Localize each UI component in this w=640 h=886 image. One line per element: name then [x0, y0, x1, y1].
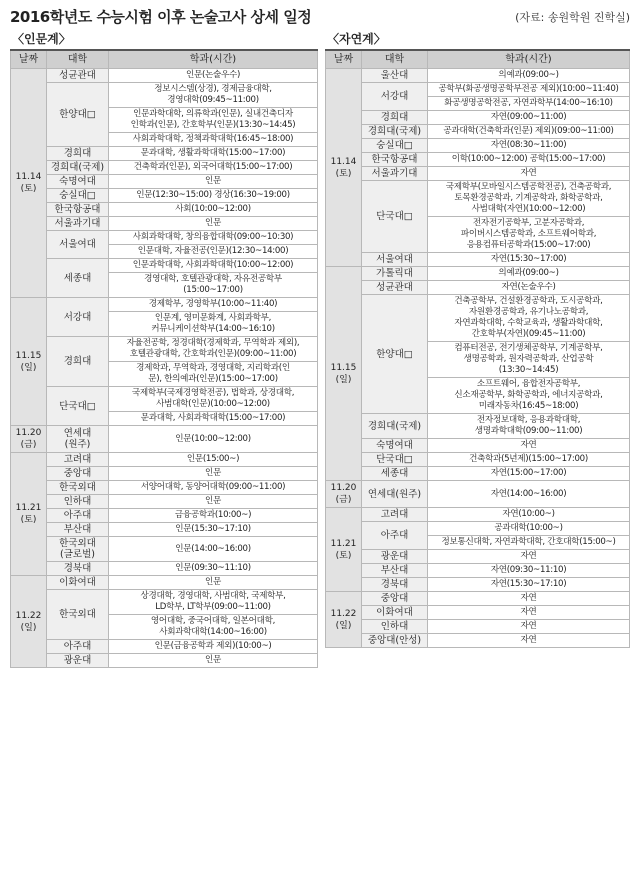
department-cell: 자연(09:30~11:10): [428, 564, 630, 578]
university-cell: 인하대: [47, 495, 109, 509]
university-cell: 단국대□: [47, 387, 109, 426]
header-university: 대학: [362, 50, 428, 69]
department-cell: 사회과학대학, 정책과학대학(16:45~18:00): [109, 133, 318, 147]
department-cell: 상경대학, 경영대학, 사범대학, 국제학부, LD학부, LT학부(09:00~11:00): [109, 590, 318, 615]
university-cell: 경희대(국제): [47, 161, 109, 175]
university-cell: 아주대: [47, 640, 109, 654]
department-cell: 자연: [428, 634, 630, 648]
department-cell: 이학(10:00~12:00) 공학(15:00~17:00): [428, 153, 630, 167]
department-cell: 의예과(09:00~): [428, 267, 630, 281]
sciences-table: [325, 49, 630, 648]
university-cell: 이화여대: [47, 576, 109, 590]
table-row: [11, 147, 318, 161]
university-cell: 부산대: [362, 564, 428, 578]
department-cell: 인문: [109, 576, 318, 590]
table-row: [326, 606, 630, 620]
department-cell: 인문(금융공학과 제외)(10:00~): [109, 640, 318, 654]
department-cell: 자율전공학, 정경대학(경제학과, 무역학과 제외), 호텔관광대학, 간호학과(인문)(09:00~11:00): [109, 337, 318, 362]
university-cell: 한국항공대: [47, 203, 109, 217]
university-cell: 서강대: [47, 298, 109, 337]
table-row: [11, 337, 318, 362]
table-row: [326, 139, 630, 153]
university-cell: 아주대: [47, 509, 109, 523]
table-row: [11, 523, 318, 537]
university-cell: 광운대: [47, 654, 109, 668]
sciences-label: 〈자연계〉: [327, 32, 386, 46]
department-cell: 인문: [109, 495, 318, 509]
university-cell: 중앙대(안성): [362, 634, 428, 648]
university-cell: 중앙대: [362, 592, 428, 606]
department-cell: 자연(15:30~17:00): [428, 253, 630, 267]
department-cell: 인문: [109, 175, 318, 189]
table-row: [326, 453, 630, 467]
department-cell: 인문(15:30~17:10): [109, 523, 318, 537]
department-cell: 자연(15:30~17:10): [428, 578, 630, 592]
table-row: [326, 414, 630, 439]
table-row: [11, 509, 318, 523]
department-cell: 인문: [109, 217, 318, 231]
table-row: [11, 576, 318, 590]
department-cell: 인문(14:00~16:00): [109, 537, 318, 562]
table-row: [326, 634, 630, 648]
department-cell: 인문(논술우수): [109, 69, 318, 83]
date-cell: 11.21 (토): [11, 453, 47, 576]
university-cell: 서울여대: [362, 253, 428, 267]
department-cell: 자연: [428, 620, 630, 634]
date-cell: 11.20 (금): [11, 426, 47, 453]
department-cell: 인문대학, 자율전공(인문)(12:30~14:00): [109, 245, 318, 259]
header-department: 학과(시간): [109, 50, 318, 69]
department-cell: 자연(09:00~11:00): [428, 111, 630, 125]
table-row: [11, 298, 318, 312]
table-row: [326, 550, 630, 564]
table-row: [326, 481, 630, 508]
humanities-label: 〈인문계〉: [12, 32, 71, 46]
department-cell: 건축공학부, 건설환경공학과, 도시공학과, 자원환경공학과, 유기나노공학과, 자연과학대학, 수학교육과, 생활과학대학, 간호학부(자연)(09:45~11:00): [428, 295, 630, 342]
table-row: [11, 203, 318, 217]
university-cell: 숙명여대: [362, 439, 428, 453]
table-row: [326, 181, 630, 217]
department-cell: 문과대학, 사회과학대학(15:00~17:00): [109, 412, 318, 426]
department-cell: 인문계, 영미문화계, 사회과학부, 커뮤니케이션학부(14:00~16:10): [109, 312, 318, 337]
department-cell: 의예과(09:00~): [428, 69, 630, 83]
university-cell: 경북대: [47, 562, 109, 576]
table-row: [326, 522, 630, 536]
university-cell: 서울과기대: [362, 167, 428, 181]
date-cell: 11.15 (일): [326, 267, 362, 481]
table-row: [11, 654, 318, 668]
table-row: [11, 495, 318, 509]
university-cell: 한국외대: [47, 590, 109, 640]
university-cell: 연세대(원주): [362, 481, 428, 508]
department-cell: 자연: [428, 550, 630, 564]
table-row: [11, 259, 318, 273]
table-row: [326, 578, 630, 592]
department-cell: 정보통신대학, 자연과학대학, 간호대학(15:00~): [428, 536, 630, 550]
header-date: 날짜: [11, 50, 47, 69]
university-cell: 경희대: [47, 147, 109, 161]
university-cell: 중앙대: [47, 467, 109, 481]
department-cell: 경영대학, 호텔관광대학, 자유전공학부 (15:00~17:00): [109, 273, 318, 298]
university-cell: 고려대: [362, 508, 428, 522]
date-cell: 11.14 (토): [11, 69, 47, 298]
university-cell: 고려대: [47, 453, 109, 467]
table-row: [11, 387, 318, 412]
university-cell: 이화여대: [362, 606, 428, 620]
date-cell: 11.22 (일): [326, 592, 362, 648]
department-cell: 국제학부(모바일시스템공학전공), 건축공학과, 토목환경공학과, 기계공학과, 화학공학과, 사범대학(자연)(10:00~12:00): [428, 181, 630, 217]
department-cell: 자연(논술우수): [428, 281, 630, 295]
department-cell: 영어대학, 중국어대학, 일본어대학, 사회과학대학(14:00~16:00): [109, 615, 318, 640]
table-row: [326, 564, 630, 578]
table-row: [11, 83, 318, 108]
department-cell: 인문: [109, 467, 318, 481]
department-cell: 인문과학대학, 의류학과(인문), 실내건축디자 인학과(인문), 간호학부(인문)(13:30~14:45): [109, 108, 318, 133]
header-date: 날짜: [326, 50, 362, 69]
humanities-table: [10, 49, 318, 668]
table-row: [11, 562, 318, 576]
university-cell: 연세대 (원주): [47, 426, 109, 453]
university-cell: 서울과기대: [47, 217, 109, 231]
department-cell: 자연: [428, 606, 630, 620]
date-cell: 11.14 (토): [326, 69, 362, 267]
university-cell: 단국대□: [362, 181, 428, 253]
header-university: 대학: [47, 50, 109, 69]
department-cell: 사회과학대학, 창의융합대학(09:00~10:30): [109, 231, 318, 245]
university-cell: 인하대: [362, 620, 428, 634]
university-cell: 서강대: [362, 83, 428, 111]
table-row: [326, 508, 630, 522]
university-cell: 아주대: [362, 522, 428, 550]
table-row: [326, 69, 630, 83]
university-cell: 경희대(국제): [362, 414, 428, 439]
table-row: [11, 481, 318, 495]
department-cell: 금융공학과(10:00~): [109, 509, 318, 523]
department-cell: 인문(10:00~12:00): [109, 426, 318, 453]
table-row: [326, 439, 630, 453]
table-row: [326, 125, 630, 139]
table-row: [11, 217, 318, 231]
department-cell: 인문: [109, 654, 318, 668]
department-cell: 공과대학(10:00~): [428, 522, 630, 536]
department-cell: 자연(15:00~17:00): [428, 467, 630, 481]
table-row: [326, 592, 630, 606]
university-cell: 부산대: [47, 523, 109, 537]
department-cell: 건축학과(인문), 외국어대학(15:00~17:00): [109, 161, 318, 175]
table-row: [11, 69, 318, 83]
table-row: [326, 295, 630, 342]
table-row: [11, 467, 318, 481]
university-cell: 한양대□: [47, 83, 109, 147]
department-cell: 소프트웨어, 융합전자공학부, 신소재공학부, 화학공학과, 에너지공학과, 미래자동차(16:45~18:00): [428, 378, 630, 414]
header-department: 학과(시간): [428, 50, 630, 69]
table-row: [326, 83, 630, 97]
university-cell: 경희대(국제): [362, 125, 428, 139]
university-cell: 성균관대: [47, 69, 109, 83]
table-row: [11, 161, 318, 175]
university-cell: 세종대: [362, 467, 428, 481]
department-cell: 인문과학대학, 사회과학대학(10:00~12:00): [109, 259, 318, 273]
university-cell: 가톨릭대: [362, 267, 428, 281]
source-note: (자료: 송원학원 진학실): [515, 11, 630, 24]
table-row: [326, 253, 630, 267]
table-row: [326, 620, 630, 634]
table-row: [11, 426, 318, 453]
department-cell: 공과대학(건축학과(인문) 제외)(09:00~11:00): [428, 125, 630, 139]
table-row: [11, 590, 318, 615]
university-cell: 경북대: [362, 578, 428, 592]
table-row: [11, 175, 318, 189]
department-cell: 서양어대학, 동양어대학(09:00~11:00): [109, 481, 318, 495]
table-row: [326, 111, 630, 125]
page-title: 2016학년도 수능시험 이후 논술고사 상세 일정: [10, 8, 312, 26]
department-cell: 자연: [428, 167, 630, 181]
table-row: [11, 537, 318, 562]
department-cell: 자연(10:00~): [428, 508, 630, 522]
department-cell: 자연: [428, 439, 630, 453]
department-cell: 자연: [428, 592, 630, 606]
date-cell: 11.21 (토): [326, 508, 362, 592]
university-cell: 경희대: [47, 337, 109, 387]
department-cell: 인문(15:00~): [109, 453, 318, 467]
table-row: [11, 453, 318, 467]
department-cell: 사회(10:00~12:00): [109, 203, 318, 217]
university-cell: 서울여대: [47, 231, 109, 259]
table-row: [326, 467, 630, 481]
date-cell: 11.20 (금): [326, 481, 362, 508]
university-cell: 숭실대□: [47, 189, 109, 203]
table-row: [326, 153, 630, 167]
university-cell: 숙명여대: [47, 175, 109, 189]
department-cell: 자연(08:30~11:00): [428, 139, 630, 153]
university-cell: 단국대□: [362, 453, 428, 467]
department-cell: 공학부(화공생명공학부전공 제외)(10:00~11:40): [428, 83, 630, 97]
department-cell: 전자전기공학부, 고분자공학과, 파이버시스템공학과, 소프트웨어학과, 응용컴퓨터공학과(15:00~17:00): [428, 217, 630, 253]
table-row: [326, 267, 630, 281]
university-cell: 광운대: [362, 550, 428, 564]
department-cell: 정보시스템(상경), 경제금융대학, 경영대학(09:45~11:00): [109, 83, 318, 108]
department-cell: 경제학부, 경영학부(10:00~11:40): [109, 298, 318, 312]
university-cell: 한국항공대: [362, 153, 428, 167]
department-cell: 인문(09:30~11:10): [109, 562, 318, 576]
department-cell: 전자정보대학, 응용과학대학, 생명과학대학(09:00~11:00): [428, 414, 630, 439]
university-cell: 한국외대: [47, 481, 109, 495]
table-row: [11, 640, 318, 654]
department-cell: 국제학부(국제경영학전공), 법학과, 상경대학, 사범대학(인문)(10:00~12:00): [109, 387, 318, 412]
department-cell: 경제학과, 무역학과, 경영대학, 지리학과(인 문), 한의예과(인문)(15:00~17:00): [109, 362, 318, 387]
table-row: [11, 231, 318, 245]
university-cell: 한국외대 (글로벌): [47, 537, 109, 562]
university-cell: 울산대: [362, 69, 428, 83]
university-cell: 성균관대: [362, 281, 428, 295]
table-row: [326, 281, 630, 295]
department-cell: 인문(12:30~15:00) 경상(16:30~19:00): [109, 189, 318, 203]
table-row: [326, 167, 630, 181]
department-cell: 문과대학, 생활과학대학(15:00~17:00): [109, 147, 318, 161]
university-cell: 숭실대□: [362, 139, 428, 153]
date-cell: 11.22 (일): [11, 576, 47, 668]
date-cell: 11.15 (일): [11, 298, 47, 426]
university-cell: 한양대□: [362, 295, 428, 414]
department-cell: 건축학과(5년제)(15:00~17:00): [428, 453, 630, 467]
department-cell: 자연(14:00~16:00): [428, 481, 630, 508]
department-cell: 화공생명공학전공, 자연과학부(14:00~16:10): [428, 97, 630, 111]
university-cell: 세종대: [47, 259, 109, 298]
table-row: [11, 189, 318, 203]
university-cell: 경희대: [362, 111, 428, 125]
department-cell: 컴퓨터전공, 전기생체공학부, 기계공학부, 생명공학과, 원자력공학과, 산업공학 (13:30~14:45): [428, 342, 630, 378]
